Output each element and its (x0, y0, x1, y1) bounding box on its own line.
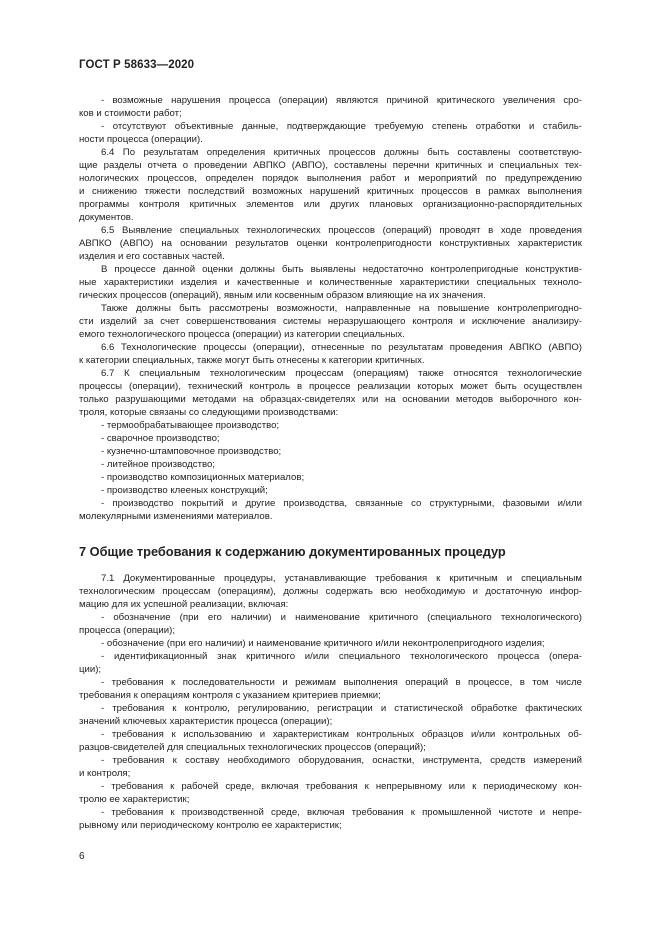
text-line: нологических процессов, определен порядок выполнения работ и мероприятий по предупреждению (79, 173, 582, 184)
page-number: 6 (79, 851, 85, 862)
text-line: АВПКО (АВПО) на основании результатов оценки контролепригодности конструктивных характеристик (79, 238, 582, 249)
text-block-section-6 (79, 94, 582, 523)
text-line: рывному или периодическому контролю ее характеристик; (79, 820, 342, 831)
text-line: ности процесса (операции). (79, 134, 203, 145)
text-line: к категории специальных, также могут быть отнесены к категории критичных. (79, 355, 425, 366)
text-line: - возможные нарушения процесса (операции) являются причиной критического увеличения сро- (101, 95, 582, 106)
text-line: 7.1 Документированные процедуры, устанавливающие требования к критичным и специальным (101, 573, 582, 584)
text-line: - сварочное производство; (101, 433, 220, 444)
text-line: мацию для их успешной реализации, включая: (79, 599, 289, 610)
text-line: - производство покрытий и другие производства, связанные со структурными, фазовыми и/или (101, 498, 582, 509)
text-line: 6.4 По результатам определения критичных процессов должны быть составлены соответствую- (101, 147, 582, 158)
text-line: ции); (79, 664, 102, 675)
text-line: - обозначение (при его наличии) и наименование критичного и/или неконтролепригодного изделия; (101, 638, 545, 649)
text-line: только разрушающими методами на образцах-свидетелях или на основании методов выборочного кон- (79, 394, 582, 405)
text-line: - литейное производство; (101, 459, 215, 470)
document-header: ГОСТ Р 58633—2020 (79, 59, 195, 71)
text-line: троля, которые связаны со следующими производствами: (79, 407, 339, 418)
text-line: щие разделы отчета о проведении АВПКО (АВПО), составлены перечни критичных и специальных тех- (79, 160, 582, 171)
text-line: значений ключевых характеристик процесса (операции); (79, 716, 333, 727)
text-line: ные характеристики изделия и качественные и количественные характеристики специальных техноло- (79, 277, 582, 288)
text-line: В процессе данной оценки должны быть выявлены недостаточно контролепригодные конструктив- (101, 264, 582, 275)
text-block-section-7 (79, 572, 582, 832)
text-line: - производство композиционных материалов; (101, 472, 305, 483)
text-line: емого технологического процесса (операции) из категории специальных. (79, 329, 405, 340)
text-line: 6.7 К специальным технологическим процессам (операциям) также относятся технологические (101, 368, 582, 379)
text-line: программы контроля критичных элементов или других плановых организационно-распорядительных (79, 199, 582, 210)
text-line: 6.5 Выявление специальных технологических процессов (операций) проводят в ходе проведения (101, 225, 582, 236)
text-line: Также должны быть рассмотрены возможности, направленные на повышение контролепригодно- (101, 303, 582, 314)
text-line: - отсутствуют объективные данные, подтверждающие требуемую степень отработки и стабиль- (101, 121, 582, 132)
text-line: - требования к составу необходимого оборудования, оснастки, инструмента, средств измерений (101, 755, 582, 766)
text-line: - кузнечно-штамповочное производство; (101, 446, 282, 457)
section-7-heading: 7 Общие требования к содержанию документированных процедур (79, 544, 506, 559)
text-line: - производство клееных конструкций; (101, 485, 268, 496)
text-line: тролю ее характеристик; (79, 794, 190, 805)
text-line: 6.6 Технологические процессы (операции), отнесенные по результатам проведения АВПКО (АВПО) (101, 342, 582, 353)
text-line: гических процессов (операций), явным или косвенным образом влияющие на их значения. (79, 290, 486, 301)
text-line: - требования к использованию и характеристикам контрольных образцов и/или контрольных об- (101, 729, 582, 740)
text-line: - требования к последовательности и режимам выполнения операций в процессе, в том числе (101, 677, 582, 688)
text-line: молекулярными изменениями материалов. (79, 511, 273, 522)
text-line: процессы (операции), технический контроль в процессе реализации которых может быть осуществлен (79, 381, 582, 392)
text-line: и контроля; (79, 768, 131, 779)
text-line: технологическим процессам (операциям), должны содержать всю необходимую и достаточную инфор- (79, 586, 582, 597)
text-line: документов. (79, 212, 134, 223)
text-line: - термообрабатывающее производство; (101, 420, 280, 431)
text-line: изделия и его составных частей. (79, 251, 225, 262)
text-line: разцов-свидетелей для специальных технологических процессов (операций); (79, 742, 426, 753)
text-line: сти изделий за счет совершенствования системы неразрушающего контроля и исключение анализиру- (79, 316, 582, 327)
text-line: ков и стоимости работ; (79, 108, 182, 119)
text-line: и снижению тяжести последствий возможных нарушений критичных процессов в рамках выполнения (79, 186, 582, 197)
text-line: - требования к производственной среде, включая требования к промышленной чистоте и непре- (101, 807, 582, 818)
text-line: - требования к рабочей среде, включая требования к непрерывному или к периодическому кон- (101, 781, 582, 792)
text-line: требования к операциям контроля с указанием критериев приемки; (79, 690, 381, 701)
text-line: - обозначение (при его наличии) и наименование критичного (специального технологического) (101, 612, 582, 623)
text-line: процесса (операции); (79, 625, 175, 636)
text-line: - требования к контролю, регулированию, регистрации и статистической обработке фактических (101, 703, 582, 714)
text-line: - идентификационный знак критичного и/или специального технологического процесса (опера- (101, 651, 582, 662)
